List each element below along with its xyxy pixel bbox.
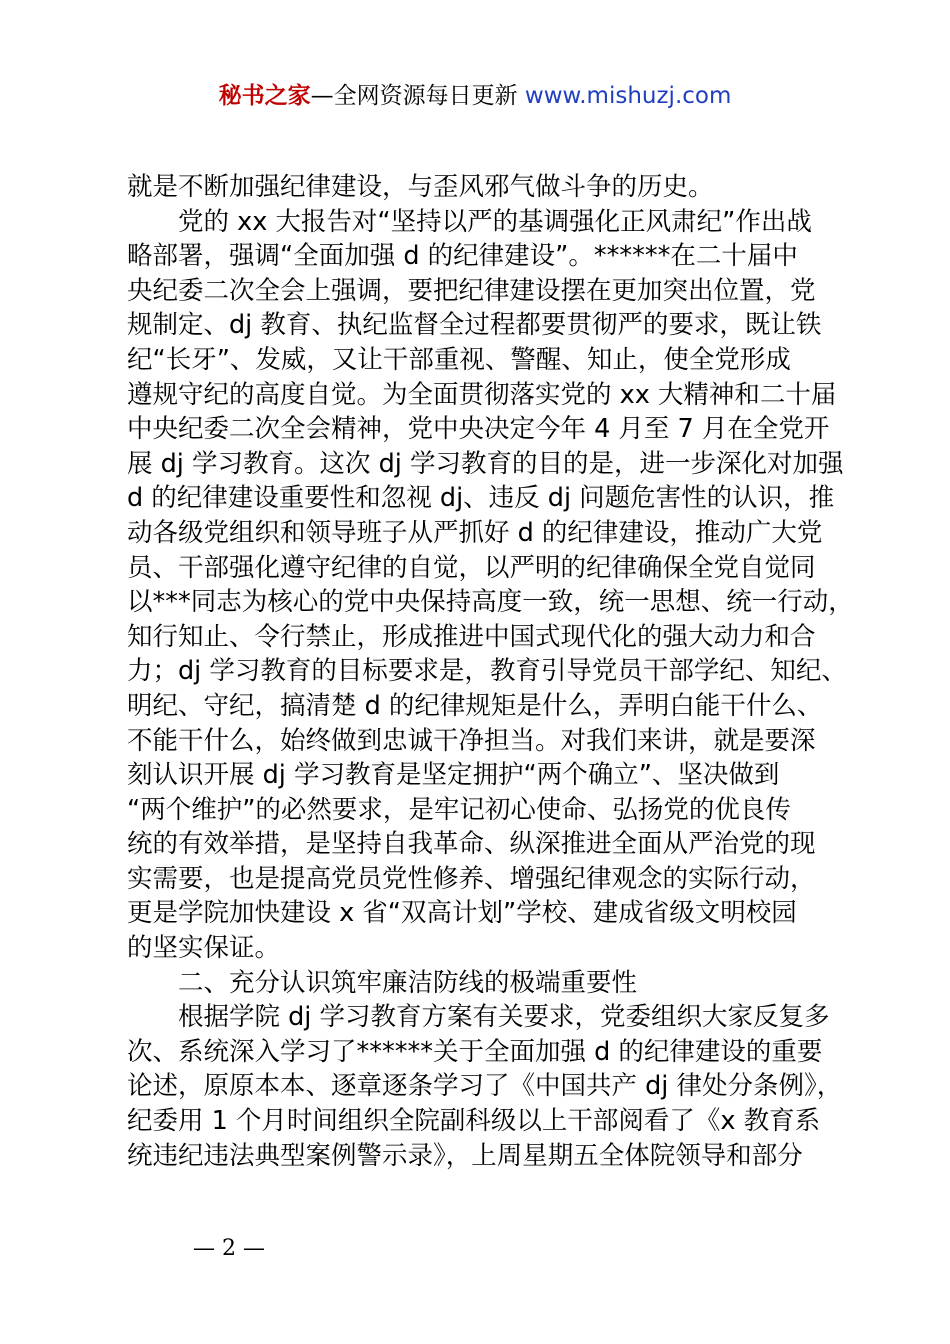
body-line: 不能干什么，始终做到忠诚干净担当。对我们来讲，就是要深 — [127, 725, 816, 756]
body-line: 更是学院加快建设 x 省“双高计划”学校、建成省级文明校园 — [127, 898, 797, 929]
body-line: d 的纪律建设重要性和忽视 dj、违反 dj 问题危害性的认识，推 — [127, 483, 835, 514]
page-number: — 2 — — [193, 1236, 265, 1261]
body-line: 展 dj 学习教育。这次 dj 学习教育的目的是，进一步深化对加强 — [127, 448, 844, 479]
body-line: 实需要，也是提高党员党性修养、增强纪律观念的实际行动， — [127, 863, 816, 894]
body-line: 的坚实保证。 — [127, 933, 281, 964]
body-line: 纪委用 1 个月时间组织全院副科级以上干部阅看了《x 教育系 — [127, 1106, 821, 1137]
document-body — [127, 170, 854, 1173]
page-header — [0, 80, 950, 112]
body-line: 央纪委二次全会上强调，要把纪律建设摆在更加突出位置，党 — [127, 275, 816, 306]
body-line: 统违纪违法典型案例警示录》，上周星期五全体院领导和部分 — [127, 1140, 803, 1171]
body-line: 明纪、守纪，搞清楚 d 的纪律规矩是什么，弄明白能干什么、 — [127, 690, 823, 721]
body-line: 员、干部强化遵守纪律的自觉，以严明的纪律确保全党自觉同 — [127, 552, 816, 583]
body-line: 统的有效举措，是坚持自我革命、纵深推进全面从严治党的现 — [127, 829, 816, 860]
body-line: 次、系统深入学习了******关于全面加强 d 的纪律建设的重要 — [127, 1036, 823, 1067]
paragraph-start-line: 根据学院 dj 学习教育方案有关要求，党委组织大家反复多 — [178, 1002, 830, 1033]
body-line: 中央纪委二次全会精神，党中央决定今年 4 月至 7 月在全党开 — [127, 414, 830, 445]
header-url[interactable]: www.mishuzj.com — [524, 83, 732, 109]
body-line: 略部署，强调“全面加强 d 的纪律建设”。******在二十届中 — [127, 241, 798, 272]
body-line: “两个维护”的必然要求，是牢记初心使命、弘扬党的优良传 — [127, 794, 791, 825]
body-line: 动各级党组织和领导班子从严抓好 d 的纪律建设，推动广大党 — [127, 517, 823, 548]
body-line: 知行知止、令行禁止，形成推进中国式现代化的强大动力和合 — [127, 621, 816, 652]
body-line: 力；dj 学习教育的目标要求是，教育引导党员干部学纪、知纪、 — [127, 656, 847, 687]
body-line: 刻认识开展 dj 学习教育是坚定拥护“两个确立”、坚决做到 — [127, 760, 780, 791]
header-tagline: —全网资源每日更新 — [310, 83, 518, 109]
header-brand: 秘书之家 — [218, 83, 311, 109]
body-line: 纪“长牙”、发威，又让干部重视、警醒、知止，使全党形成 — [127, 344, 791, 375]
paragraph-start-line: 党的 xx 大报告对“坚持以严的基调强化正风肃纪”作出战 — [178, 206, 812, 237]
body-line: 就是不断加强纪律建设，与歪风邪气做斗争的历史。 — [127, 172, 714, 202]
body-line: 论述，原原本本、逐章逐条学习了《中国共产 dj 律处分条例》， — [127, 1071, 843, 1102]
section-heading: 二、充分认识筑牢廉洁防线的极端重要性 — [178, 967, 638, 998]
body-line: 遵规守纪的高度自觉。为全面贯彻落实党的 xx 大精神和二十届 — [127, 379, 837, 410]
body-line: 以***同志为核心的党中央保持高度一致，统一思想、统一行动， — [127, 587, 854, 618]
body-line: 规制定、dj 教育、执纪监督全过程都要贯彻严的要求，既让铁 — [127, 310, 822, 341]
